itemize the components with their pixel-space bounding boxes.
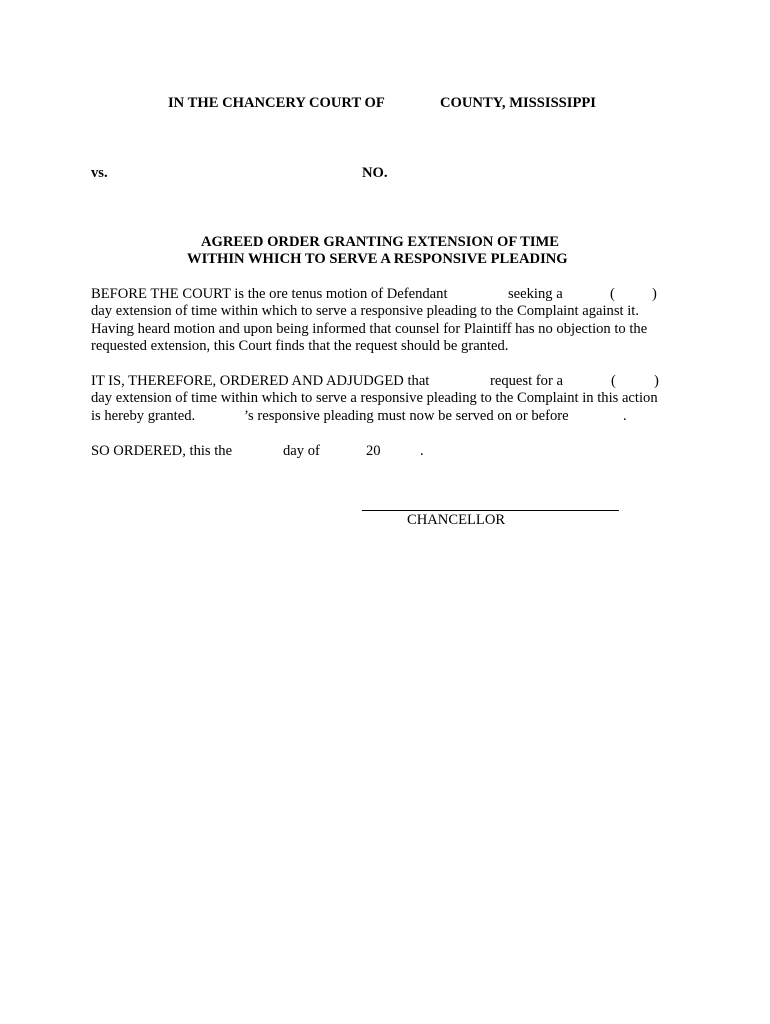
paragraph-1-line-3: Having heard motion and upon being informed that counsel for Plaintiff has no objection to the	[91, 321, 648, 337]
so-ordered-year-prefix: 20	[366, 443, 381, 459]
paragraph-2-period: .	[623, 408, 627, 424]
order-title-line-2: WITHIN WHICH TO SERVE A RESPONSIVE PLEADING	[187, 251, 568, 267]
paragraph-2-line-2: day extension of time within which to serve a responsive pleading to the Complaint in this action	[91, 390, 658, 406]
paragraph-1-line-4: requested extension, this Court finds that the request should be granted.	[91, 338, 509, 354]
paragraph-1-line-2: day extension of time within which to serve a responsive pleading to the Complaint against it.	[91, 303, 639, 319]
paragraph-2-line-1a: IT IS, THEREFORE, ORDERED AND ADJUDGED that	[91, 373, 430, 389]
paragraph-1-line-1a: BEFORE THE COURT is the ore tenus motion of Defendant	[91, 286, 448, 302]
court-county-state: COUNTY, MISSISSIPPI	[440, 95, 596, 111]
paragraph-1-line-1b: seeking a	[508, 286, 563, 302]
signature-line	[362, 510, 619, 511]
so-ordered-period: .	[420, 443, 424, 459]
so-ordered-prefix: SO ORDERED, this the	[91, 443, 233, 459]
paragraph-2-line-3a: is hereby granted.	[91, 408, 196, 424]
paragraph-1-open-paren: (	[610, 286, 615, 302]
paragraph-2-line-3b: ’s responsive pleading must now be served on or before	[244, 408, 569, 424]
paragraph-1-close-paren: )	[652, 286, 657, 302]
signature-title: CHANCELLOR	[407, 512, 506, 528]
case-number-label: NO.	[362, 165, 388, 181]
paragraph-2-open-paren: (	[611, 373, 616, 389]
paragraph-2-close-paren: )	[654, 373, 659, 389]
order-title-line-1: AGREED ORDER GRANTING EXTENSION OF TIME	[201, 234, 560, 250]
so-ordered-day-of: day of	[283, 443, 320, 459]
versus-label: vs.	[91, 165, 108, 181]
court-name-prefix: IN THE CHANCERY COURT OF	[168, 95, 385, 111]
paragraph-2-line-1b: request for a	[490, 373, 563, 389]
